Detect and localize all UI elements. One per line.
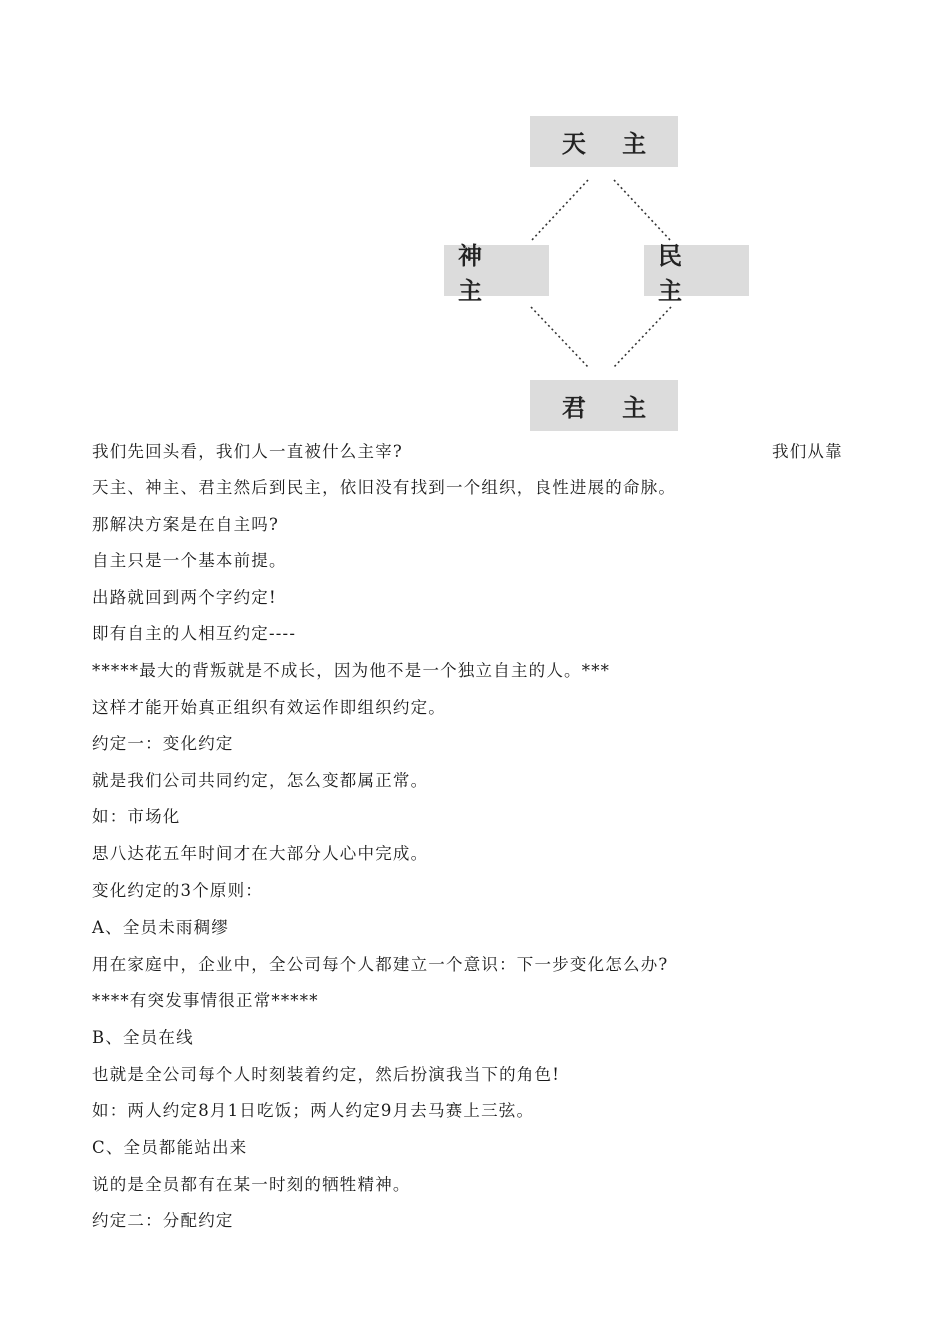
paragraph-18: 也就是全公司每个人时刻装着约定，然后扮演我当下的角色! <box>92 1065 561 1084</box>
paragraph-3: 那解决方案是在自主吗? <box>92 515 280 534</box>
paragraph-10: 就是我们公司共同约定，怎么变都属正常。 <box>92 771 429 790</box>
connector-left-bottom <box>531 307 588 367</box>
box-tianzhu: 天 主 <box>530 116 678 167</box>
paragraph-16: ****有突发事情很正常***** <box>92 991 319 1010</box>
paragraph-15: 用在家庭中，企业中，全公司每个人都建立一个意识：下一步变化怎么办? <box>92 955 669 974</box>
paragraph-13: 变化约定的3个原则： <box>92 881 263 900</box>
paragraph-2: 天主、神主、君主然后到民主，依旧没有找到一个组织，良性进展的命脉。 <box>92 478 677 497</box>
section-heading-2: 约定二：分配约定 <box>92 1211 234 1230</box>
connector-top-left <box>531 180 588 241</box>
paragraph-19: 如：两人约定8月1日吃饭；两人约定9月去马赛上三弦。 <box>92 1101 535 1120</box>
section-heading-1: 约定一：变化约定 <box>92 734 234 753</box>
box-minzhu: 民 主 <box>644 245 749 296</box>
paragraph-5: 出路就回到两个字约定! <box>92 588 277 607</box>
paragraph-21: 说的是全员都有在某一时刻的牺牲精神。 <box>92 1175 411 1194</box>
paragraph-6: 即有自主的人相互约定---- <box>92 624 297 643</box>
governance-diagram <box>0 0 950 440</box>
paragraph-8: 这样才能开始真正组织有效运作即组织约定。 <box>92 698 446 717</box>
paragraph-11: 如：市场化 <box>92 807 181 826</box>
paragraph-4: 自主只是一个基本前提。 <box>92 551 287 570</box>
box-junzhu: 君 主 <box>530 380 678 431</box>
paragraph-1-tail: 我们从靠 <box>772 442 843 461</box>
paragraph-1: 我们先回头看，我们人一直被什么主宰? <box>92 442 403 461</box>
diagram-connectors <box>0 0 950 440</box>
principle-c: C、全员都能站出来 <box>92 1138 248 1157</box>
paragraph-12: 思八达花五年时间才在大部分人心中完成。 <box>92 844 429 863</box>
principle-a: A、全员未雨稠缪 <box>92 918 230 937</box>
box-shenzhu: 神 主 <box>444 245 549 296</box>
connector-top-right <box>614 180 671 241</box>
principle-b: B、全员在线 <box>92 1028 194 1047</box>
paragraph-7: *****最大的背叛就是不成长，因为他不是一个独立自主的人。*** <box>92 661 611 680</box>
connector-right-bottom <box>614 307 671 367</box>
